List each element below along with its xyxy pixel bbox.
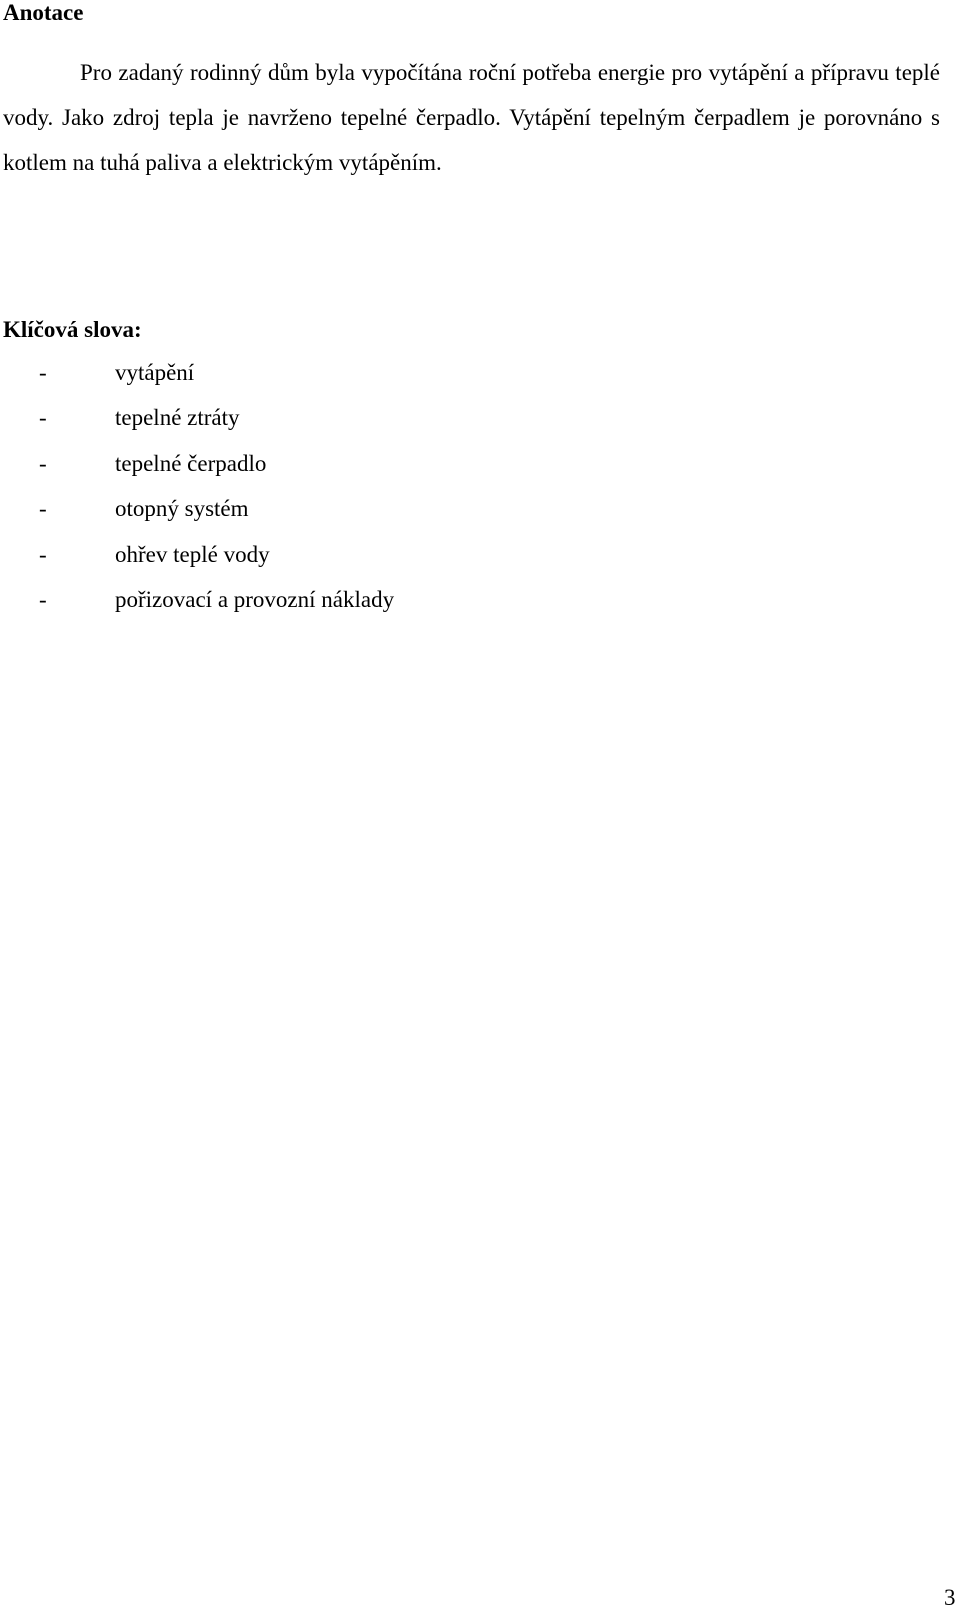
page-number: 3 — [944, 1585, 956, 1610]
keyword-bullet: - — [39, 360, 47, 385]
keyword-text: ohřev teplé vody — [115, 541, 270, 567]
keyword-bullet: - — [39, 405, 47, 431]
keyword-bullet: - — [39, 496, 47, 522]
annotation-paragraph: Pro zadaný rodinný dům byla vypočítána roční potřeba energie pro vytápění a přípravu teplé vody. Jako zdroj tepla je navrženo tepelné čerpadlo. Vytápění tepelným čerpadlem je porovnáno s kotlem na tuhá paliva a elektrickým vytápěním. — [3, 60, 940, 175]
keyword-text: pořizovací a provozní náklady — [115, 586, 395, 612]
keyword-text: tepelné ztráty — [115, 405, 240, 431]
keywords-heading: Klíčová slova: — [3, 317, 142, 342]
keyword-bullet: - — [39, 586, 47, 612]
keyword-text: vytápění — [115, 360, 195, 385]
keyword-bullet: - — [39, 541, 47, 567]
keyword-text: otopný systém — [115, 496, 249, 522]
keyword-bullet: - — [39, 450, 47, 476]
annotation-heading: Anotace — [3, 0, 84, 25]
keyword-text: tepelné čerpadlo — [115, 450, 267, 476]
